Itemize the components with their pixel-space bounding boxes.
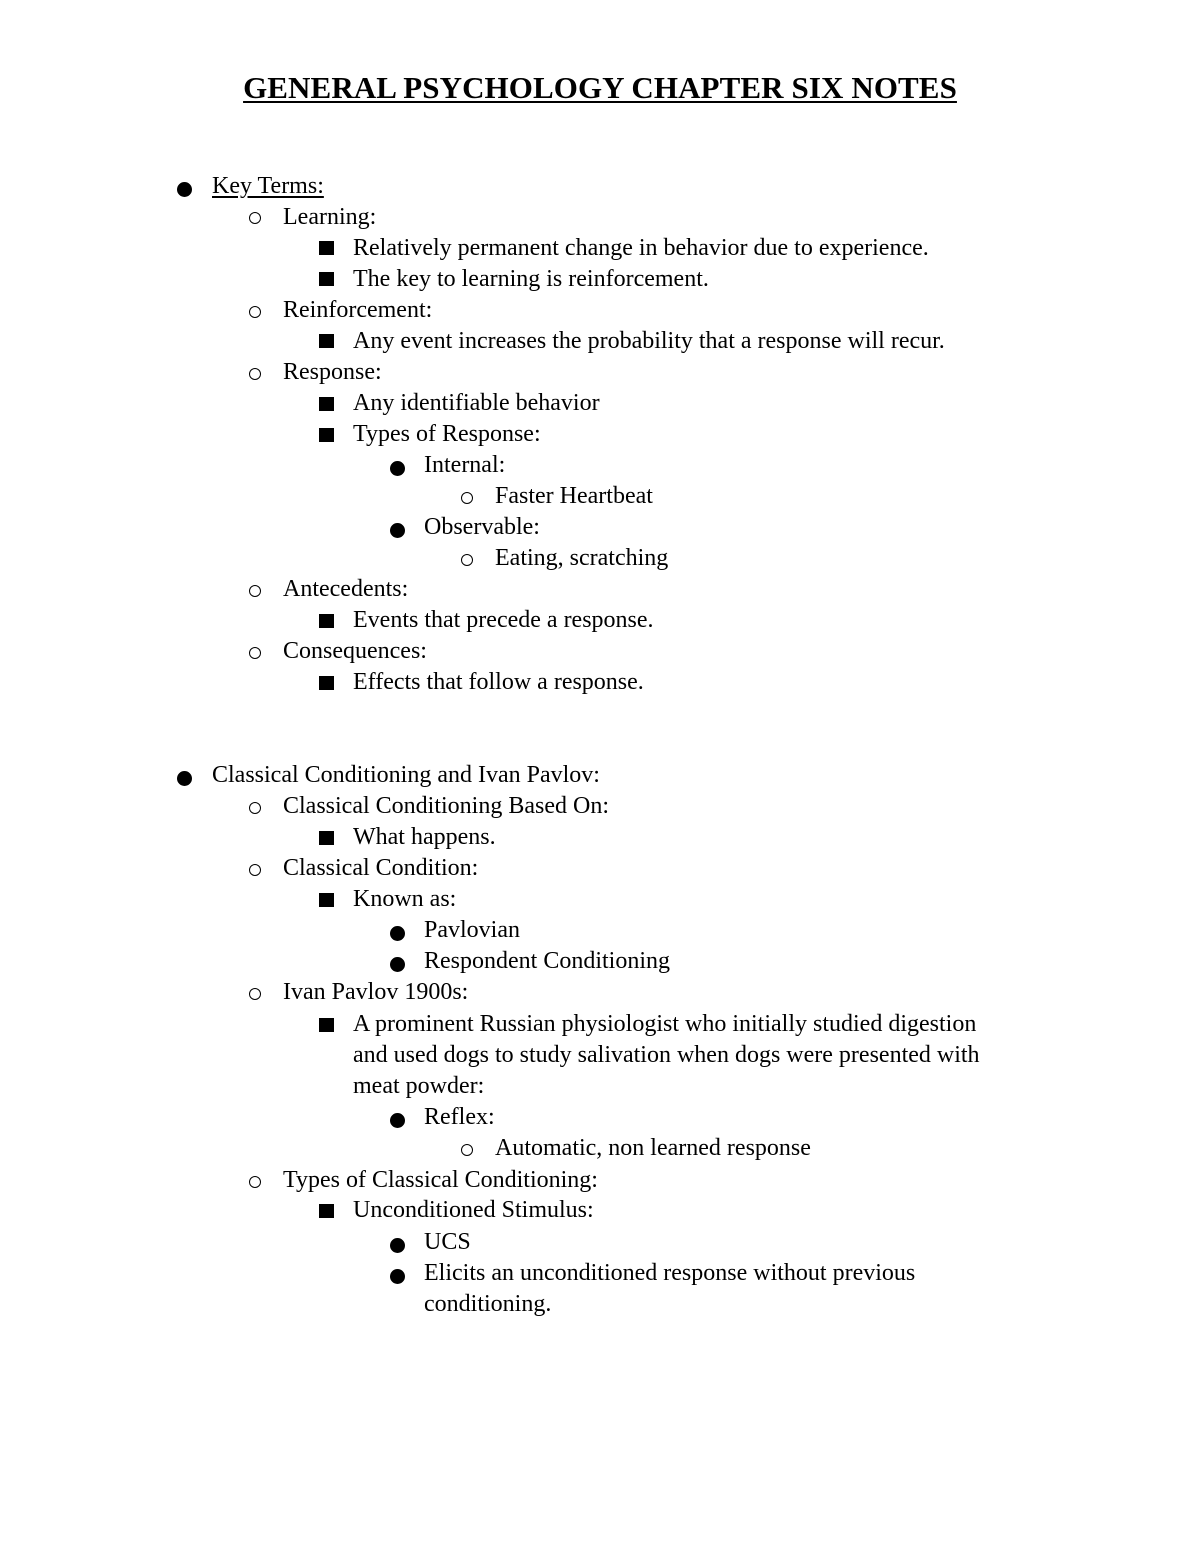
bullet-circle-icon (249, 585, 261, 597)
list-item-continuation: conditioning. (424, 1291, 552, 1317)
bullet-square-icon (319, 272, 334, 286)
section-heading-classical-conditioning: Classical Conditioning and Ivan Pavlov: (212, 762, 600, 788)
bullet-disc-icon (390, 1113, 405, 1128)
list-item: Any identifiable behavior (353, 390, 600, 416)
term-reinforcement: Reinforcement: (283, 297, 433, 323)
bullet-disc-icon (177, 771, 192, 786)
list-item: Relatively permanent change in behavior due to experience. (353, 235, 929, 261)
list-item: The key to learning is reinforcement. (353, 266, 709, 292)
bullet-square-icon (319, 1018, 334, 1032)
bullet-circle-icon (249, 802, 261, 814)
bullet-square-icon (319, 397, 334, 411)
bullet-disc-icon (177, 182, 192, 197)
bullet-square-icon (319, 428, 334, 442)
bullet-circle-icon (461, 1144, 473, 1156)
list-item: Pavlovian (424, 917, 520, 943)
bullet-disc-icon (390, 926, 405, 941)
list-item: Respondent Conditioning (424, 948, 670, 974)
list-item: Faster Heartbeat (495, 483, 653, 509)
page-title: GENERAL PSYCHOLOGY CHAPTER SIX NOTES (243, 70, 957, 105)
list-item: Known as: (353, 886, 457, 912)
list-item: Eating, scratching (495, 545, 669, 571)
bullet-disc-icon (390, 461, 405, 476)
bullet-disc-icon (390, 523, 405, 538)
term-learning: Learning: (283, 204, 377, 230)
list-item: UCS (424, 1229, 471, 1255)
bullet-disc-icon (390, 957, 405, 972)
bullet-circle-icon (249, 1176, 261, 1188)
bullet-square-icon (319, 676, 334, 690)
bullet-circle-icon (249, 212, 261, 224)
term-types-classical: Types of Classical Conditioning: (283, 1167, 598, 1193)
bullet-square-icon (319, 1204, 334, 1218)
term-based-on: Classical Conditioning Based On: (283, 793, 609, 819)
bullet-square-icon (319, 614, 334, 628)
list-item: Automatic, non learned response (495, 1135, 811, 1161)
bullet-square-icon (319, 241, 334, 255)
bullet-square-icon (319, 831, 334, 845)
list-item: Elicits an unconditioned response without previous (424, 1260, 916, 1286)
list-item: What happens. (353, 824, 496, 850)
bullet-square-icon (319, 334, 334, 348)
bullet-circle-icon (249, 864, 261, 876)
list-item-continuation: meat powder: (353, 1073, 485, 1099)
list-item: Effects that follow a response. (353, 669, 644, 695)
bullet-disc-icon (390, 1269, 405, 1284)
list-item: A prominent Russian physiologist who initially studied digestion (353, 1011, 977, 1037)
bullet-circle-icon (249, 988, 261, 1000)
section-heading-key-terms: Key Terms: (212, 173, 324, 199)
term-ivan-pavlov: Ivan Pavlov 1900s: (283, 979, 469, 1005)
bullet-square-icon (319, 893, 334, 907)
bullet-circle-icon (249, 647, 261, 659)
term-response: Response: (283, 359, 382, 385)
list-item: Unconditioned Stimulus: (353, 1197, 594, 1223)
list-item: Types of Response: (353, 421, 541, 447)
list-item-continuation: and used dogs to study salivation when dogs were presented with (353, 1042, 980, 1068)
list-item: Any event increases the probability that a response will recur. (353, 328, 945, 354)
term-antecedents: Antecedents: (283, 576, 409, 602)
term-classical-condition: Classical Condition: (283, 855, 479, 881)
list-item: Reflex: (424, 1104, 495, 1130)
bullet-circle-icon (461, 492, 473, 504)
bullet-circle-icon (249, 306, 261, 318)
bullet-circle-icon (461, 554, 473, 566)
list-item: Events that precede a response. (353, 607, 654, 633)
bullet-circle-icon (249, 368, 261, 380)
bullet-disc-icon (390, 1238, 405, 1253)
term-consequences: Consequences: (283, 638, 427, 664)
list-item: Internal: (424, 452, 506, 478)
list-item: Observable: (424, 514, 540, 540)
